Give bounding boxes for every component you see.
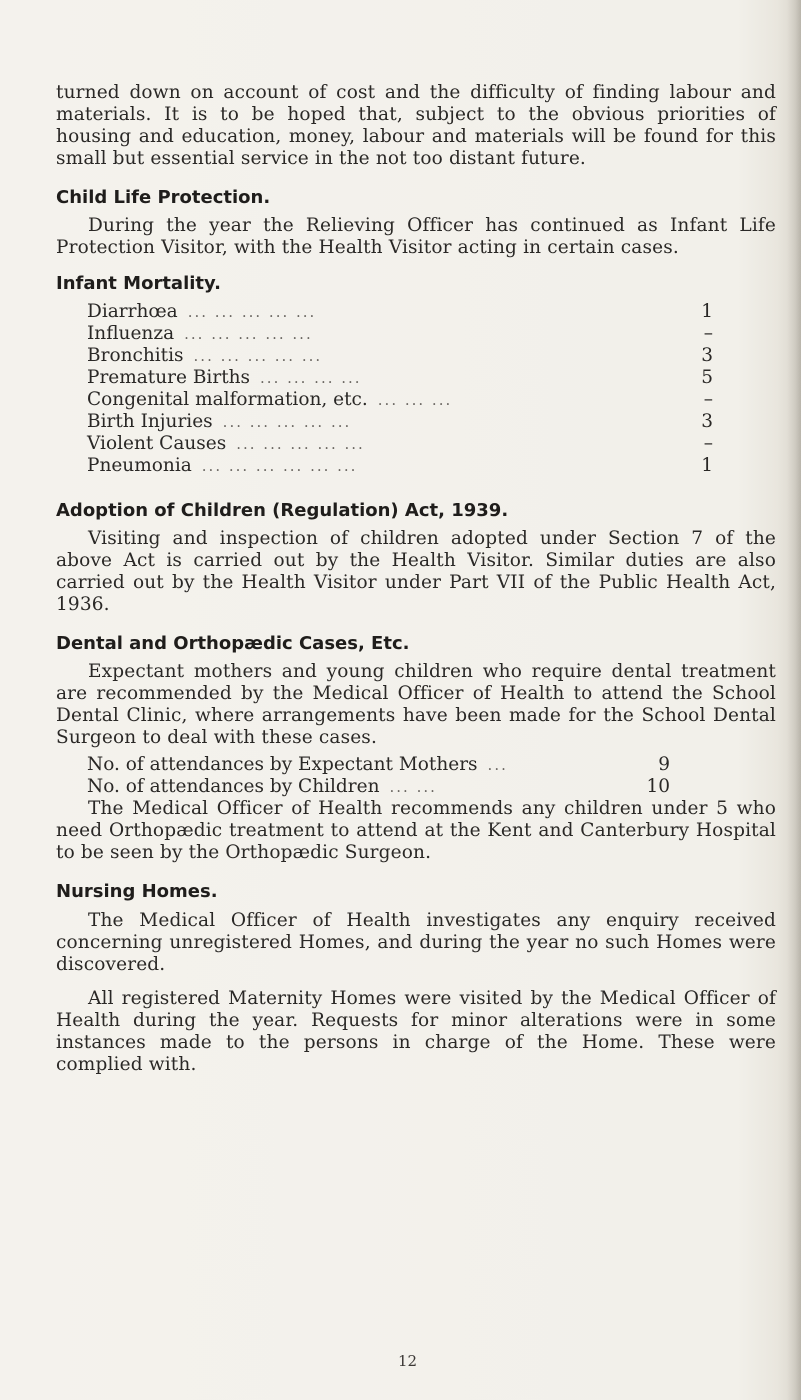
mortality-cause: Premature Births bbox=[87, 367, 251, 388]
infant-mortality-heading: Infant Mortality. bbox=[56, 273, 221, 294]
child-life-paragraph: During the year the Relieving Officer has continued as Infant Life Protection Visitor, with the Health Visitor acting in certain cases. bbox=[56, 215, 776, 258]
mortality-count: 3 bbox=[701, 345, 713, 366]
mortality-count: 5 bbox=[701, 367, 713, 388]
leader-dots: ... ... ... ... ... bbox=[187, 303, 317, 321]
mortality-cause: Violent Causes bbox=[87, 433, 227, 454]
mortality-row bbox=[87, 323, 713, 345]
nursing-paragraph-2: All registered Maternity Homes were visited by the Medical Officer of Health during the year. Requests for minor alterations were in some instances made to the persons in charge of the Home. These were complied with. bbox=[56, 988, 776, 1075]
leader-dots: ... ... ... ... ... bbox=[222, 413, 352, 431]
adoption-paragraph: Visiting and inspection of children adopted under Section 7 of the above Act is carried out by the Health Visitor. Similar duties are also carried out by the Health Visitor under Part VII of the Public Health Act, 1936. bbox=[56, 528, 776, 615]
leader-dots: ... ... ... bbox=[377, 391, 453, 409]
mortality-row bbox=[87, 389, 713, 411]
attendances-table bbox=[87, 754, 670, 798]
mortality-row bbox=[87, 345, 713, 367]
page-content bbox=[56, 82, 776, 1082]
mortality-count: 1 bbox=[701, 301, 713, 322]
infant-mortality-table bbox=[87, 301, 713, 477]
mortality-cause: Pneumonia bbox=[87, 455, 192, 476]
dental-paragraph: Expectant mothers and young children who require dental treatment are recommended by the Medical Officer of Health to attend the School Dental Clinic, where arrangements have been made for the School Dental Surgeon to deal with these cases. bbox=[56, 661, 776, 748]
attendance-row bbox=[87, 776, 670, 798]
orthopaedic-paragraph: The Medical Officer of Health recommends any children under 5 who need Orthopædic treatment to attend at the Kent and Canterbury Hospital to be seen by the Orthopædic Surgeon. bbox=[56, 798, 776, 863]
mortality-cause: Influenza bbox=[87, 323, 175, 344]
mortality-row bbox=[87, 367, 713, 389]
mortality-count: – bbox=[703, 433, 713, 454]
nursing-paragraph-1: The Medical Officer of Health investigates any enquiry received concerning unregistered Homes, and during the year no such Homes were discovered. bbox=[56, 910, 776, 975]
mortality-row bbox=[87, 411, 713, 433]
mortality-cause: Birth Injuries bbox=[87, 411, 213, 432]
mortality-cause: Congenital malformation, etc. bbox=[87, 389, 368, 410]
adoption-heading: Adoption of Children (Regulation) Act, 1939. bbox=[56, 500, 509, 521]
attendance-count: 9 bbox=[658, 754, 670, 775]
mortality-count: – bbox=[703, 389, 713, 410]
mortality-cause: Diarrhœa bbox=[87, 301, 178, 322]
leader-dots: ... ... ... ... ... bbox=[184, 325, 313, 343]
mortality-cause: Bronchitis bbox=[87, 345, 184, 366]
mortality-row bbox=[87, 455, 713, 477]
mortality-count: 3 bbox=[701, 411, 713, 432]
leader-dots: ... ... ... ... bbox=[260, 369, 362, 387]
page-edge-shadow bbox=[787, 0, 801, 1400]
leader-dots: ... ... ... ... ... bbox=[193, 347, 323, 365]
child-life-heading: Child Life Protection. bbox=[56, 187, 271, 208]
dental-heading: Dental and Orthopædic Cases, Etc. bbox=[56, 633, 410, 654]
attendance-count: 10 bbox=[646, 776, 670, 797]
mortality-row bbox=[87, 433, 713, 455]
mortality-count: – bbox=[703, 323, 713, 344]
attendance-label: No. of attendances by Expectant Mothers bbox=[87, 754, 478, 775]
mortality-count: 1 bbox=[701, 455, 713, 476]
leader-dots: ... bbox=[487, 756, 508, 774]
leader-dots: ... ... ... ... ... bbox=[236, 435, 365, 453]
page-number: 12 bbox=[398, 1352, 418, 1370]
nursing-homes-heading: Nursing Homes. bbox=[56, 881, 218, 902]
leader-dots: ... ... bbox=[389, 778, 437, 796]
intro-paragraph: turned down on account of cost and the difficulty of finding labour and materials. It is to be hoped that, subject to the obvious priorities of housing and education, money, labour and materials will be found for this small but essential service in the not too distant future. bbox=[56, 82, 776, 169]
leader-dots: ... ... ... ... ... ... bbox=[201, 457, 358, 475]
mortality-row bbox=[87, 301, 713, 323]
attendance-label: No. of attendances by Children bbox=[87, 776, 380, 797]
attendance-row bbox=[87, 754, 670, 776]
